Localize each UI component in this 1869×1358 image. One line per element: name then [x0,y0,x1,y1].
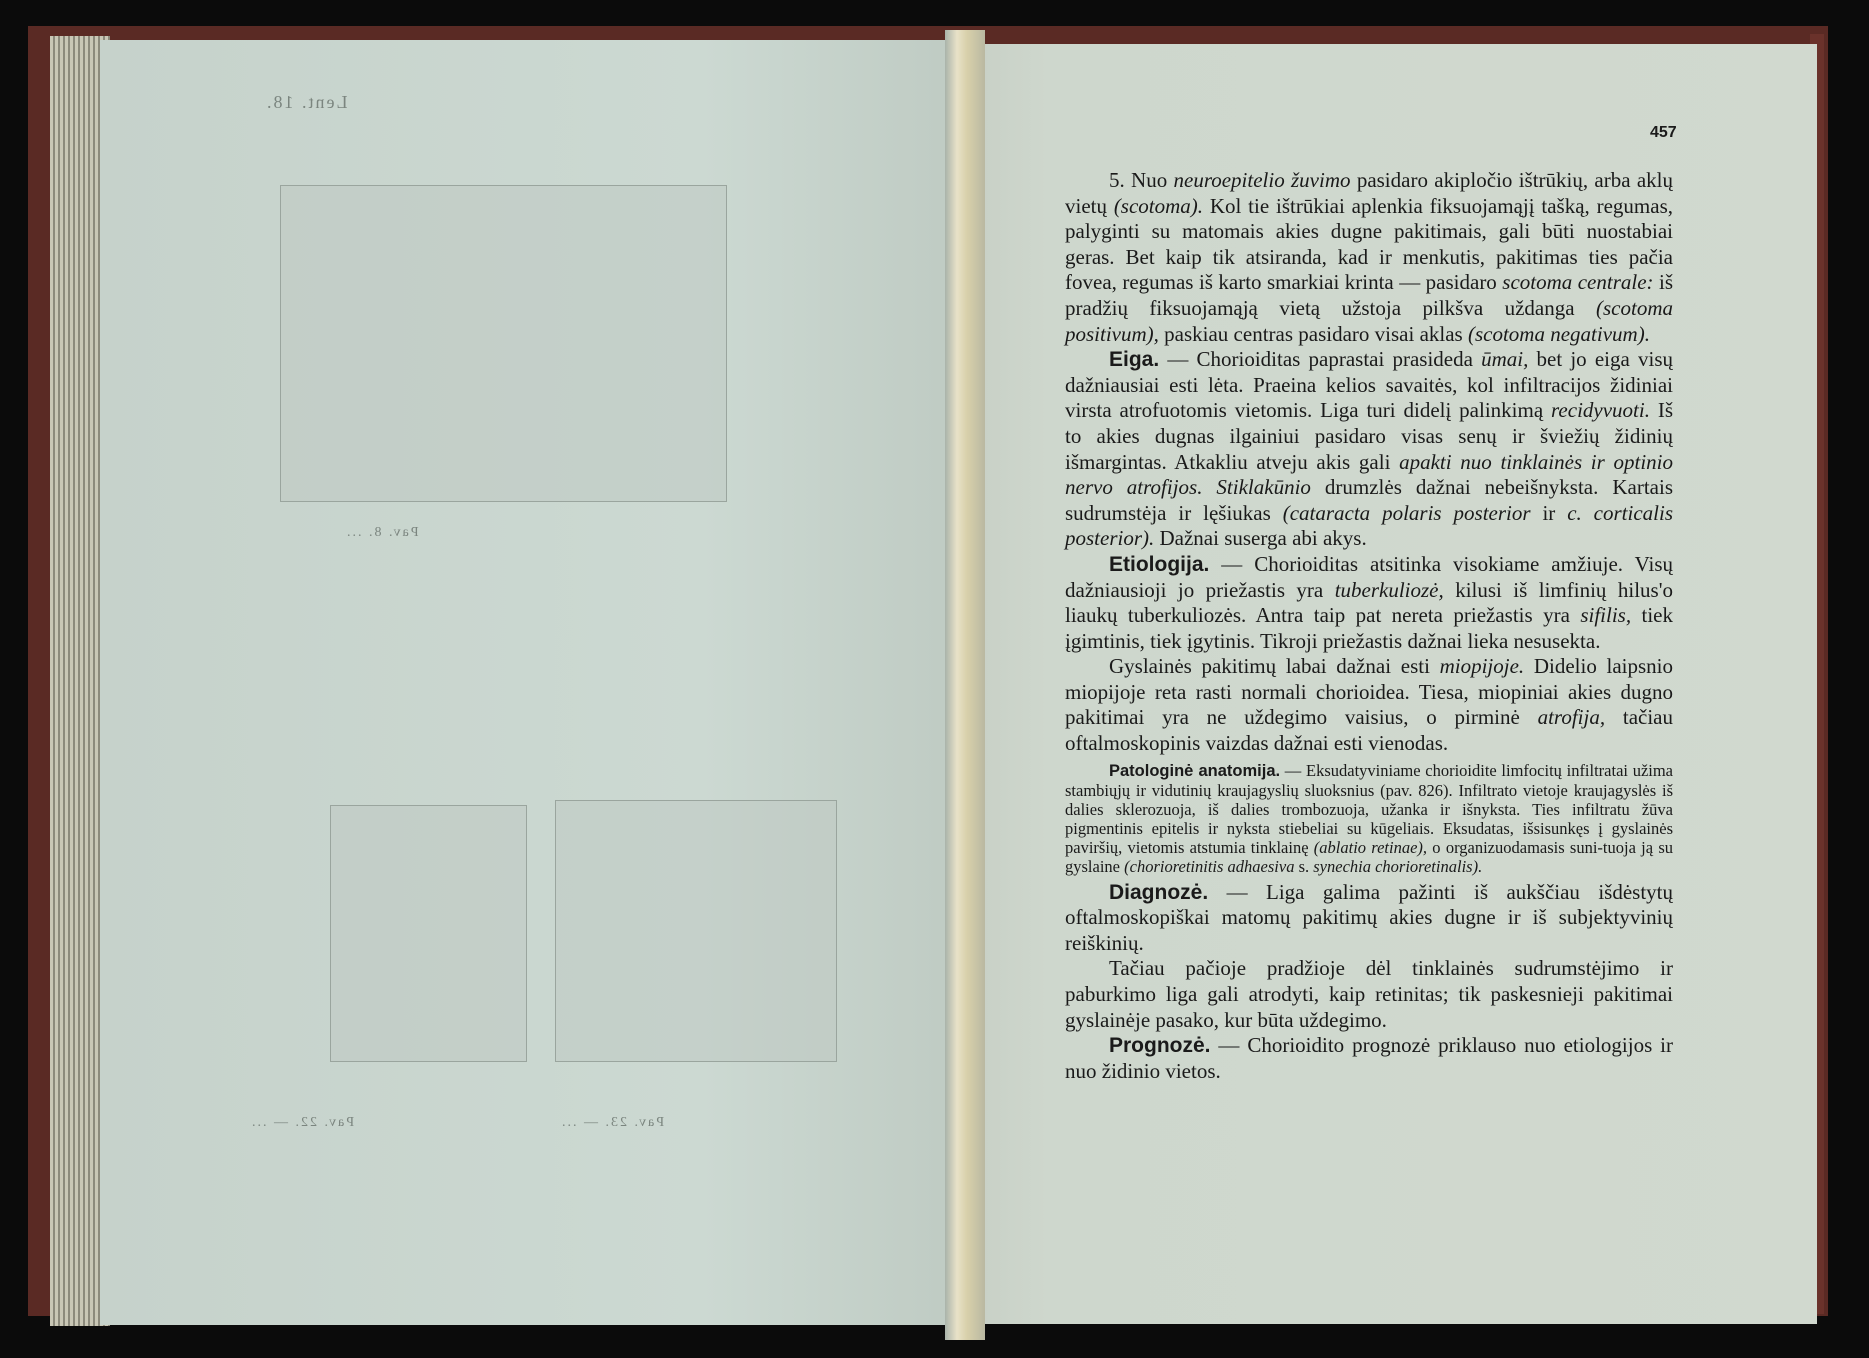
ghost-plate-top [280,185,727,502]
page-text [1065,168,1673,1084]
italic-term: ūmai, [1481,347,1529,372]
italic-term: (scotoma). [1113,193,1204,218]
text-run: — Chorioidito prognozė priklauso nuo etiologijos ir nuo židinio vietos. [1065,1033,1673,1083]
text-run: Iš to akies dugnas ilgainiui pasidaro visas senų ir šviežių židinių išmargintas. Atkakliu atveju akis gali [1065,398,1673,474]
paragraph [1065,654,1673,756]
italic-term: atrofija, [1537,705,1606,730]
text-run: Tačiau pačioje pradžioje dėl tinklainės sudrumstėjimo ir paburkimo liga gali atrodyti, kaip retinitas; tik paskesnieji pakitimai gyslainėje pasako, kur būta uždegimo. [1065,956,1673,1032]
ghost-caption-top: Pav. 8. ... [345,525,419,540]
text-run: 5. Nuo [1109,168,1174,192]
page-number: 457 [1650,124,1677,141]
paragraph [1065,956,1673,1033]
section-heading: Patologinė anatomija. [1109,761,1281,780]
ghost-plate-right [555,800,837,1062]
italic-term: neuroepitelio žuvimo [1173,168,1351,192]
text-run: — Chorioiditas paprastai prasideda [1159,347,1482,372]
text-run: — Chorioiditas atsitinka visokiame amžiuje. Visų dažniausioji jo priežastis yra [1065,551,1673,602]
text-run: s. [1294,856,1314,876]
text-run: kilusi iš limfinių hilus'o liaukų tuberkuliozės. Antra taip pat nereta priežastis yra [1065,577,1673,628]
italic-term: apakti nuo tinklainės ir optinio nervo atrofijos. Stiklakūnio [1065,449,1673,500]
paragraph [1065,168,1673,347]
paragraph [1065,1033,1673,1084]
italic-term: scotoma centrale: [1502,270,1654,295]
italic-term: (chorioretinitis adhaesiva [1124,856,1295,876]
ghost-caption-right: Pav. 23. — ... [560,1115,665,1130]
italic-term: synechia chorioretinalis). [1313,856,1483,876]
italic-term: miopijoje. [1439,654,1525,679]
text-run: — Liga galima pažinti iš aukščiau išdėstytų oftalmoskopiškai matomų pakitimų akies dugne ir iš subjektyvinių reiškinių. [1065,879,1673,955]
ghost-plate-left [330,805,527,1062]
italic-term: (ablatio retinae), [1313,837,1428,857]
text-run: drumzlės dažnai nebeišnyksta. Kartais sudrumstėja ir lęšiukas [1065,475,1673,525]
italic-term: sifilis, [1580,603,1632,628]
text-run: iš pradžių fiksuojamąją vietą užstoja pilkšva uždanga [1065,270,1673,320]
italic-term: (scotoma positivum), [1065,295,1673,346]
book-gutter [945,30,985,1340]
italic-term: recidyvuoti. [1551,398,1650,423]
italic-term: c. corticalis posterior). [1065,500,1673,551]
text-run: paskiau centras pasidaro visai aklas [1158,321,1468,346]
paragraph [1065,347,1673,552]
paragraph [1065,880,1673,957]
text-run: ir [1530,500,1568,525]
text-run: pasidaro akipločio ištrūkių, arba aklų vietų [1065,168,1674,218]
text-run: Kol tie ištrūkiai aplenkia fiksuojamąjį tašką, regumas, palyginti su matomais akies dugne pakitimais, gali būti nuostabiai geras. Bet kaip tik atsiranda, kad ir menkutis, pakitimas ties pačia fovea, regumas iš karto smarkiai krinta — pasidaro [1065,193,1673,295]
section-heading: Etiologija. [1109,552,1210,576]
italic-term: (scotoma negativum). [1467,321,1650,346]
small-paragraph [1065,761,1673,876]
text-run: bet jo eiga visų dažniausiai esti lėta. Praeina kelios savaitės, kol infiltracijos židiniai virsta atrofuotomis vietomis. Liga turi didelį palinkimą [1065,347,1673,423]
ghost-heading: Lent. 18. [265,92,348,112]
italic-term: tuberkuliozė, [1334,577,1444,602]
text-run: tačiau oftalmoskopinis vaizdas dažnai esti vienodas. [1065,705,1673,756]
text-run: Dažnai suserga abi akys. [1154,526,1367,551]
text-run: o organizuodamasis suni-tuoja ją su gyslaine [1065,837,1673,876]
paragraph [1065,552,1673,654]
section-heading: Prognozė. [1109,1034,1211,1058]
ghost-caption-left: Pav. 22. — ... [250,1115,355,1130]
section-heading: Diagnozė. [1109,880,1209,904]
text-run: Didelio laipsnio miopijoje reta rasti normali chorioidea. Tiesa, miopiniai akies dugno pakitimai yra ne uždegimo vaisius, o pirminė [1065,654,1673,730]
text-run: Gyslainės pakitimų labai dažnai esti [1109,654,1440,679]
italic-term: (cataracta polaris posterior [1282,500,1531,525]
text-run: — Eksudatyviniame chorioidite limfocitų infiltratai užima stambiųjų ir vidutinių kraujagyslių sluoksnius (pav. 826). Infiltrato vietoje kraujagyslės iš dalies sklerozuoja, iš dalies trombozuoja, užanka ir išnyksta. Ties infiltratu žūva pigmentinis epitelis ir nyksta stiebeliai su kūgeliais. Eksudatas, išsisunkęs į gyslainės paviršių, vietomis atstumia tinklainę [1065,760,1674,857]
section-heading: Eiga. [1109,348,1160,372]
text-run: tiek įgimtinis, tiek įgytinis. Tikroji priežastis dažnai lieka nesusekta. [1065,603,1673,653]
